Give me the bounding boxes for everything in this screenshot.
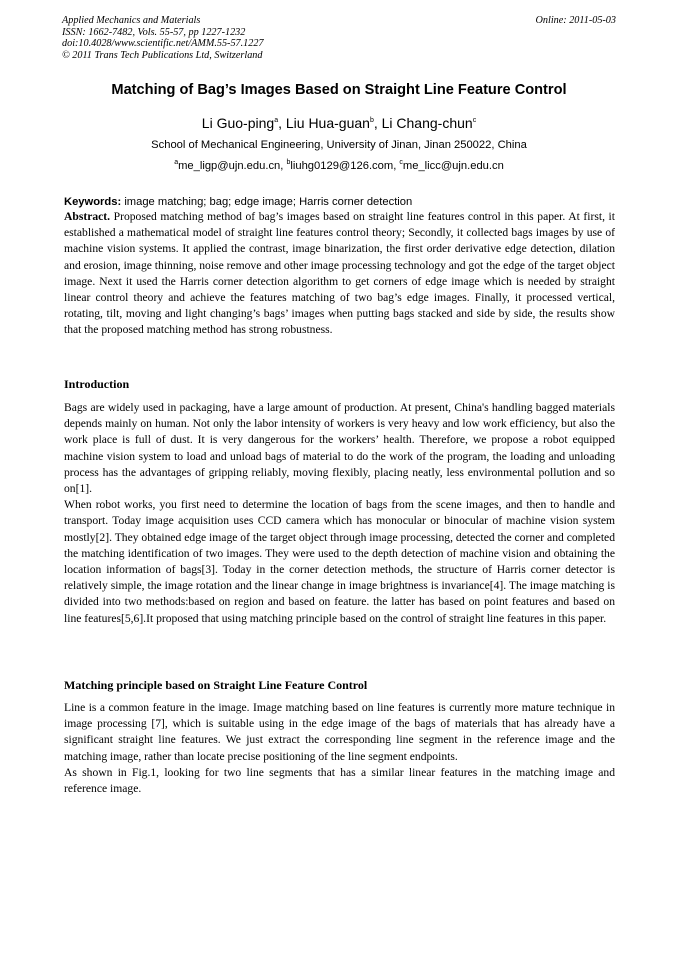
doi-line: doi:10.4028/www.scientific.net/AMM.55-57.1227 — [62, 38, 264, 49]
abstract-text: Proposed matching method of bag’s images based on straight line features control in this paper. At first, it established a mathematical model of straight line features control theory; Secondly, it collected bags images by use of machine vision systems. It applied the contrast, image binarization, the first order derivative edge detection, dilation and erosion, image thinning, noise remove and other image processing technology and got the edge of the target object image. Next it used the Harris corner detection algorithm to get corners of edge image which is needed by straight linear control theory and achieve the features matching of two bag’s edge images. Finally, it processed vertical, rotating, tilt, moving and light changing’s bags’ images when putting bags stacked and side by side, the results show that the proposed matching method has strong robustness. — [64, 210, 615, 337]
online-date: Online: 2011-05-03 — [535, 15, 616, 26]
author: Liu Hua-guan$^b$, — [285, 115, 382, 131]
paragraph: Line is a common feature in the image. Image matching based on line features is currently more mature technique in image processing [7], which is suitable using in the edge image of the bags of materials that has already have a significant straight line features. We just extract the corresponding line segment in the reference image and the matching image, rather than locate precise positioning of the line segment endpoints. — [64, 701, 615, 763]
paragraph: Bags are widely used in packaging, have a large amount of production. At present, China's handling bagged materials depends mainly on human. Not only the labor intensity of workers is very heavy and low work efficiency, but also the work place is full of dust. It is very dangerous for the workers’ health. Therefore, we propose a robot equipped machine vision system to load and unload bags of material to do the work of the program, the loading and unloading process has the advantages of gripping reliably, moving flexibly, placing neatly, less environmental pollution and so on[1]. — [64, 401, 615, 496]
author-list — [62, 114, 616, 132]
paragraph: As shown in Fig.1, looking for two line segments that has a similar linear features in the matching image and reference image. — [64, 765, 615, 796]
keywords — [64, 195, 616, 209]
email: $^b$liuhg0129@126.com, — [286, 158, 400, 172]
issn-line: ISSN: 1662-7482, Vols. 55-57, pp 1227-1232 — [62, 26, 246, 38]
abstract — [64, 209, 615, 339]
author: Li Guo-ping$^a$, — [201, 115, 286, 131]
journal-name: Applied Mechanics and Materials — [62, 15, 201, 26]
abstract-label: Abstract. — [64, 210, 111, 223]
introduction-body — [64, 400, 615, 627]
introduction-heading: Introduction — [64, 377, 130, 391]
author: Li Chang-chun$^c$ — [381, 115, 477, 131]
journal-header — [62, 15, 616, 61]
email-list — [62, 159, 616, 173]
keywords-text: image matching; bag; edge image; Harris corner detection — [124, 196, 413, 208]
matching-body — [64, 700, 615, 797]
paper-title: Matching of Bag’s Images Based on Straight Line Feature Control — [111, 82, 567, 98]
email: $^a$me_ligp@ujn.edu.cn, — [174, 158, 287, 172]
email: $^c$me_licc@ujn.edu.cn — [399, 158, 504, 172]
matching-heading: Matching principle based on Straight Line Feature Control — [64, 678, 368, 692]
copyright-line: © 2011 Trans Tech Publications Ltd, Switzerland — [62, 49, 263, 61]
keywords-label: Keywords: — [64, 196, 122, 208]
affiliation: School of Mechanical Engineering, University of Jinan, Jinan 250022, China — [151, 139, 527, 151]
paragraph: When robot works, you first need to determine the location of bags from the scene images, and then to handle and transport. Today image acquisition uses CCD camera which has monocular or binocular of machine vision system mostly[2]. They obtained edge image of the target object through image processing, detected the corner and completed the matching identification of two images. They were used to the depth detection of machine vision and obtaining the location information of bags[3]. Today in the corner detection methods, the structure of Harris corner detector is relatively simple, the image rotation and the linear change in image brightness is invariance[4]. The image matching is divided into two methods:based on region and based on feature. the latter has based on point features and based on line features[5,6].It proposed that using matching principle based on the control of straight line features in this paper. — [64, 498, 615, 625]
